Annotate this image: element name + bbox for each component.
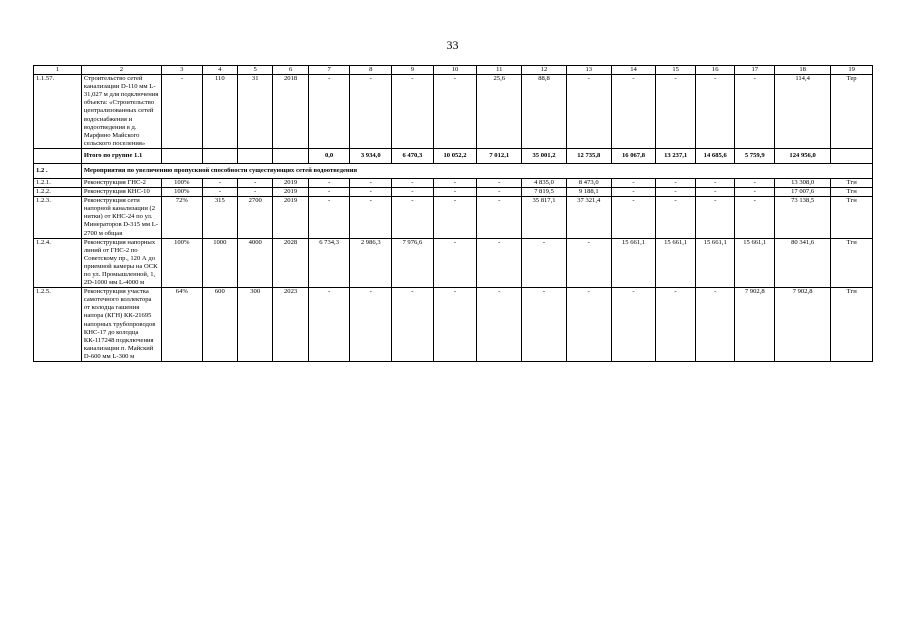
value-cell: Тгн [831, 188, 873, 197]
value-cell: 100% [162, 188, 203, 197]
section-index-cell: 1.2 . [34, 163, 82, 178]
value-cell: - [433, 288, 477, 362]
item-name-cell: Реконструкция напорных линий от ГНС-2 по Советскому пр., 120 А до приемной камеры на ОСК по ул. Промышленной, 1, 2D-1000 мм L-4000 м [81, 238, 161, 288]
value-cell: 2019 [273, 197, 308, 238]
column-number-cell: 12 [522, 66, 567, 75]
column-number-cell: 1 [34, 66, 82, 75]
value-cell: 3 934,0 [350, 148, 392, 163]
value-cell: - [433, 197, 477, 238]
value-cell: - [162, 75, 203, 149]
value-cell: - [695, 197, 735, 238]
item-name-cell: Реконструкция участка самотечного коллектора от колодца гашения напора (КГН) КК-21695 напорных трубопроводов КНС-17 до колодца КК-117248 подключения канализации п. Майский D-600 мм L-300 м [81, 288, 161, 362]
value-cell: 0,0 [308, 148, 350, 163]
value-cell: 4000 [238, 238, 273, 288]
value-cell: - [566, 238, 611, 288]
value-cell [238, 148, 273, 163]
value-cell: - [477, 197, 522, 238]
value-cell: 15 661,1 [735, 238, 775, 288]
value-cell: 64% [162, 288, 203, 362]
value-cell: 35 817,1 [522, 197, 567, 238]
value-cell: 2018 [273, 75, 308, 149]
value-cell: - [522, 288, 567, 362]
value-cell: - [695, 188, 735, 197]
column-number-cell: 14 [611, 66, 656, 75]
value-cell: - [695, 178, 735, 187]
item-number-cell: 1.2.1. [34, 178, 82, 187]
value-cell: 100% [162, 238, 203, 288]
value-cell: 300 [238, 288, 273, 362]
column-number-cell: 3 [162, 66, 203, 75]
value-cell: 315 [202, 197, 237, 238]
value-cell: 16 067,8 [611, 148, 656, 163]
value-cell: 35 001,2 [522, 148, 567, 163]
value-cell: - [433, 178, 477, 187]
value-cell: - [611, 75, 656, 149]
value-cell: - [611, 197, 656, 238]
item-name-cell: Реконструкция сети напорной канализации (2 нитки) от КНС-24 по ул. Минераторов D-315 мм L-2700 м общая [81, 197, 161, 238]
value-cell: 17 007,6 [775, 188, 831, 197]
value-cell: 25,6 [477, 75, 522, 149]
value-cell: 2023 [273, 288, 308, 362]
section-title-cell: Мероприятия по увеличению пропускной способности существующих сетей водоотведения [81, 163, 872, 178]
value-cell: 8 473,0 [566, 178, 611, 187]
item-number-cell: 1.2.5. [34, 288, 82, 362]
value-cell: - [433, 188, 477, 197]
value-cell: - [202, 178, 237, 187]
value-cell: 80 341,6 [775, 238, 831, 288]
column-number-cell: 16 [695, 66, 735, 75]
column-number-row [34, 66, 873, 75]
value-cell: - [350, 288, 392, 362]
page-number: 33 [446, 38, 459, 52]
value-cell: 37 321,4 [566, 197, 611, 238]
value-cell: Тер [831, 75, 873, 149]
value-cell: Тгн [831, 238, 873, 288]
value-cell: - [350, 178, 392, 187]
value-cell: - [308, 178, 350, 187]
item-number-cell: 1.2.3. [34, 197, 82, 238]
value-cell: - [392, 197, 434, 238]
value-cell: 2 986,3 [350, 238, 392, 288]
table-row [34, 178, 873, 187]
table-row [34, 75, 873, 149]
value-cell: - [308, 197, 350, 238]
value-cell: 1000 [202, 238, 237, 288]
value-cell: - [735, 178, 775, 187]
value-cell: - [656, 288, 696, 362]
value-cell: - [656, 75, 696, 149]
value-cell: - [392, 178, 434, 187]
item-name-cell: Реконструкция КНС-10 [81, 188, 161, 197]
value-cell: 6 734,3 [308, 238, 350, 288]
value-cell: - [611, 288, 656, 362]
value-cell [831, 148, 873, 163]
table-row [34, 197, 873, 238]
table-row [34, 188, 873, 197]
value-cell: 6 470,3 [392, 148, 434, 163]
value-cell: - [735, 188, 775, 197]
value-cell: - [735, 197, 775, 238]
value-cell: 100% [162, 178, 203, 187]
table-row [34, 238, 873, 288]
column-number-cell: 10 [433, 66, 477, 75]
value-cell: 2019 [273, 188, 308, 197]
item-number-cell: 1.1.57. [34, 75, 82, 149]
investment-program-table [33, 65, 873, 362]
value-cell: 7 819,5 [522, 188, 567, 197]
value-cell: 7 902,8 [775, 288, 831, 362]
value-cell: 13 308,0 [775, 178, 831, 187]
value-cell: - [433, 75, 477, 149]
value-cell: 5 759,9 [735, 148, 775, 163]
value-cell: - [350, 197, 392, 238]
value-cell: - [611, 188, 656, 197]
value-cell: - [477, 238, 522, 288]
value-cell: - [656, 197, 696, 238]
value-cell: 31 [238, 75, 273, 149]
value-cell: Тгн [831, 178, 873, 187]
value-cell: 7 012,1 [477, 148, 522, 163]
value-cell: - [522, 238, 567, 288]
value-cell: 12 735,8 [566, 148, 611, 163]
value-cell: 114,4 [775, 75, 831, 149]
value-cell: - [735, 75, 775, 149]
value-cell: - [350, 188, 392, 197]
column-number-cell: 18 [775, 66, 831, 75]
column-number-cell: 11 [477, 66, 522, 75]
value-cell [202, 148, 237, 163]
value-cell: 2700 [238, 197, 273, 238]
value-cell: 2019 [273, 178, 308, 187]
value-cell: 7 902,8 [735, 288, 775, 362]
value-cell: 15 661,1 [695, 238, 735, 288]
column-number-cell: 5 [238, 66, 273, 75]
value-cell: - [695, 288, 735, 362]
total-row [34, 148, 873, 163]
value-cell: - [350, 75, 392, 149]
item-name-cell: Реконструкция ГНС-2 [81, 178, 161, 187]
column-number-cell: 9 [392, 66, 434, 75]
value-cell: - [433, 238, 477, 288]
value-cell: 14 685,6 [695, 148, 735, 163]
value-cell: 600 [202, 288, 237, 362]
column-number-cell: 17 [735, 66, 775, 75]
value-cell: - [392, 288, 434, 362]
value-cell: 110 [202, 75, 237, 149]
value-cell: - [392, 75, 434, 149]
value-cell: - [566, 75, 611, 149]
value-cell: 13 237,1 [656, 148, 696, 163]
column-number-cell: 4 [202, 66, 237, 75]
item-name-cell: Итого по группе 1.1 [81, 148, 161, 163]
column-number-cell: 15 [656, 66, 696, 75]
column-number-cell: 7 [308, 66, 350, 75]
section-row [34, 163, 873, 178]
value-cell: 72% [162, 197, 203, 238]
value-cell: - [392, 188, 434, 197]
column-number-cell: 13 [566, 66, 611, 75]
value-cell: - [308, 288, 350, 362]
item-name-cell: Строительство сетей канализации D-110 мм L-31,027 м для подключения объекта: «Строительство централизованных сетей водоснабжения и водоотведения в д. Марфино Майского сельского поселения» [81, 75, 161, 149]
value-cell: - [566, 288, 611, 362]
value-cell [273, 148, 308, 163]
value-cell: - [238, 188, 273, 197]
value-cell: - [202, 188, 237, 197]
value-cell: - [238, 178, 273, 187]
value-cell: - [656, 178, 696, 187]
value-cell: 4 835,0 [522, 178, 567, 187]
value-cell: 15 661,1 [611, 238, 656, 288]
value-cell: 15 661,1 [656, 238, 696, 288]
item-number-cell [34, 148, 82, 163]
column-number-cell: 19 [831, 66, 873, 75]
table-row [34, 288, 873, 362]
value-cell: - [477, 288, 522, 362]
value-cell: - [656, 188, 696, 197]
value-cell: - [308, 188, 350, 197]
item-number-cell: 1.2.4. [34, 238, 82, 288]
value-cell [162, 148, 203, 163]
value-cell: 88,8 [522, 75, 567, 149]
column-number-cell: 2 [81, 66, 161, 75]
value-cell: - [695, 75, 735, 149]
value-cell: - [477, 178, 522, 187]
column-number-cell: 6 [273, 66, 308, 75]
value-cell: 73 138,5 [775, 197, 831, 238]
value-cell: Тгн [831, 197, 873, 238]
value-cell: - [308, 75, 350, 149]
column-number-cell: 8 [350, 66, 392, 75]
value-cell: Тгн [831, 288, 873, 362]
item-number-cell: 1.2.2. [34, 188, 82, 197]
value-cell: 124 956,0 [775, 148, 831, 163]
value-cell: 9 188,1 [566, 188, 611, 197]
value-cell: - [611, 178, 656, 187]
value-cell: - [477, 188, 522, 197]
value-cell: 7 976,6 [392, 238, 434, 288]
value-cell: 10 052,2 [433, 148, 477, 163]
value-cell: 2028 [273, 238, 308, 288]
